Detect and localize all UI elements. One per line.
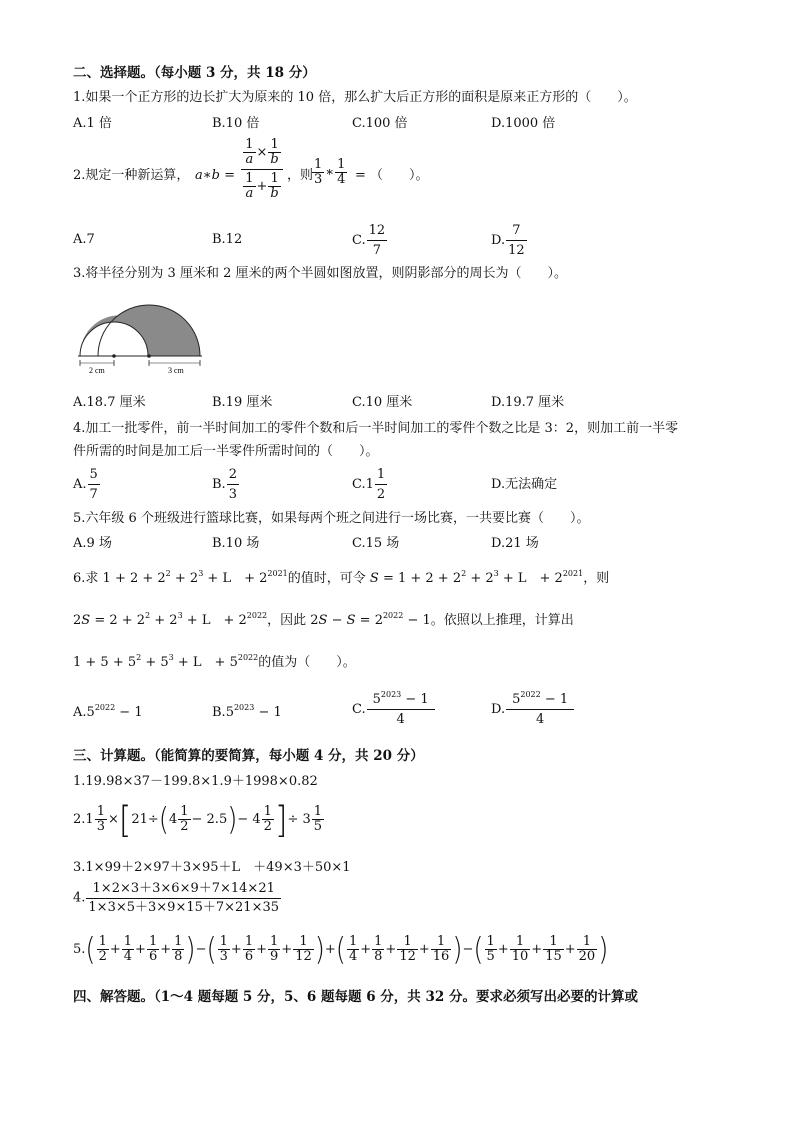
q6-line3: $1 + 5 + 5^2 + 5^3 + L$ + $5^{2022}$的值为（ ）。: [73, 653, 356, 670]
q2-option-c: [352, 221, 388, 260]
calc-q5-label: 5.: [73, 942, 86, 957]
q6-text2b: 。依照以上推理，计算出: [430, 613, 574, 628]
q5-option-c: C.15 场: [352, 536, 400, 551]
q3-option-b: B.19 厘米: [212, 395, 273, 410]
q2-option-d-denominator: 12: [508, 243, 525, 258]
q2-option-c-numerator: 12: [367, 221, 388, 241]
q4-option-b-numerator: 2: [227, 465, 239, 485]
q4-option-b-denominator: 3: [228, 487, 237, 502]
q3-label-big: 3 cm: [168, 366, 184, 375]
calc-q2-label: 2.: [73, 812, 86, 827]
q5-option-d: D.21 场: [491, 536, 539, 551]
q6-line2: $2S = 2 + 2^2 + 2^3 + L$ + $2^{2022}$，因此 $2S - S = 2^{2022} - 1$。依照以上推理，计算出: [73, 611, 574, 628]
q2-definition-fraction: $\frac{1}{a}$ × $\frac{1}{b}$ $\frac{1}{a}$ + $\frac{1}{b}$: [241, 138, 283, 201]
q4-option-c-denominator: 2: [376, 487, 386, 502]
q4-option-a-numerator: 5: [88, 465, 100, 485]
q4-option-b: [212, 465, 240, 504]
q6-option-d-label: D.: [491, 702, 506, 717]
calc-q2: 2.1 $\frac{1}{3}$ ×[21÷(4 $\frac{1}{2}$ − 2.5)− 4 $\frac{1}{2}$ ]÷ 3 $\frac{1}{5}$: [73, 797, 323, 842]
q4-option-a-denominator: 7: [89, 487, 98, 502]
q6-option-c: C. $\frac{5^{2023} - 1}{4}$: [352, 690, 436, 729]
q2-operation: a∗b =: [195, 168, 235, 183]
q4-option-d: D.无法确定: [491, 477, 558, 492]
q4-option-c: [352, 465, 388, 504]
calc-q4-label: 4.: [73, 890, 86, 906]
q6-option-d: D. $\frac{5^{2022} - 1}{4}$: [491, 690, 575, 729]
q4-option-c-label: C.1: [352, 477, 374, 492]
q2-then: ，则: [287, 168, 314, 183]
q5-option-b: B.10 场: [212, 536, 260, 551]
calc-q4-numerator: 1×2×3＋3×6×9＋7×14×21: [86, 880, 281, 899]
q2-option-d-numerator: 7: [506, 221, 527, 241]
calc-q1: 1.19.98×37－199.8×1.9＋1998×0.82: [73, 774, 318, 789]
q3-option-d: D.19.7 厘米: [491, 395, 565, 410]
calc-q5: 5.( $\frac{1}{2}$ + $\frac{1}{4}$ + $\frac{1}{6}$ + $\frac{1}{8}$ )−( $\frac{1}{3}$ + $\frac{1}{6}$ + $\frac{1}{9}$ + $\frac{1}{12}$ )+( $\frac{1}{4}$ + $\frac{1}{8}$ + $\frac{1}{12}$ + $\frac{1}{16}$ )−( $\frac{1}{5}$ + $\frac{1}{10}$ + $\frac{1}{15}$ + $\frac{1}{20}$ ): [73, 931, 609, 968]
q6-option-b: $B.5^{2023} - 1$: [212, 703, 282, 720]
q2-expression: $\frac{1}{3}$ ∗ $\frac{1}{4}$: [314, 157, 346, 187]
section-4-heading: 四、解答题。（1～4 题每题 5 分，5、6 题每题 6 分，共 32 分。要求必须写出必要的计算或: [73, 989, 638, 1005]
calc-q4-denominator: 1×3×5＋3×9×15＋7×21×35: [88, 900, 280, 915]
q3-label-small: 2 cm: [89, 366, 105, 375]
q6-line1: 6.求 $1 + 2 + 2^2 + 2^3 + L$ + $2^{2021}$的值时，可令 $S = 1 + 2 + 2^2 + 2^3 + L$ + $2^{2021}$，则: [73, 569, 610, 586]
q3-option-a: A.18.7 厘米: [73, 395, 146, 410]
section-3-heading: 三、计算题。（能简算的要简算，每小题 4 分，共 20 分）: [73, 748, 424, 764]
q3-center-small: [112, 354, 116, 358]
q6-option-a: $A.5^{2022} - 1$: [73, 703, 143, 720]
q1-option-d: D.1000 倍: [491, 116, 556, 131]
q4-option-c-numerator: 1: [375, 465, 387, 485]
q4-option-b-label: B.: [212, 477, 226, 492]
q3-option-c: C.10 厘米: [352, 395, 413, 410]
q3-center-large: [147, 354, 151, 358]
q6-text2: ，因此: [267, 613, 307, 628]
q6-text3: 的值为（ ）。: [258, 655, 356, 670]
q1-option-c: C.100 倍: [352, 116, 408, 131]
q2-equals: = （ ）。: [355, 168, 429, 183]
q2-option-c-denominator: 7: [372, 243, 382, 258]
q6-text1: 的值时，可令: [287, 571, 366, 586]
q6-option-a-label: A.: [73, 705, 87, 720]
q1-option-b: B.10 倍: [212, 116, 260, 131]
q4-option-a: [73, 465, 101, 504]
section-2-heading: 二、选择题。（每小题 3 分，共 18 分）: [73, 65, 316, 81]
q6-option-c-label: C.: [352, 702, 366, 717]
q4-option-a-label: A.: [73, 477, 87, 492]
q5-option-a: A.9 场: [73, 536, 112, 551]
q1-option-a: A.1 倍: [73, 116, 112, 131]
q5-stem: 5.六年级 6 个班级进行篮球比赛，如果每两个班之间进行一场比赛，一共要比赛（ ）。: [73, 511, 590, 526]
q2-prefix: 2.规定一种新运算，: [73, 168, 190, 183]
q2-option-d: [491, 221, 528, 260]
calc-q4: [73, 880, 282, 917]
q2-option-d-label: D.: [491, 233, 506, 248]
q4-stem-line1: 4.加工一批零件，前一半时间加工的零件个数和后一半时间加工的零件个数之比是 3：2，则加工前一半零: [73, 421, 679, 436]
calc-q3: 3.1×99＋2×97＋3×95＋L ＋49×3＋50×1: [73, 860, 351, 875]
q6-option-b-label: B.: [212, 705, 226, 720]
q2-option-b: B.12: [212, 232, 243, 247]
q1-stem: 1.如果一个正方形的边长扩大为原来的 10 倍，那么扩大后正方形的面积是原来正方形的（ ）。: [73, 90, 637, 105]
q6-text1b: ，则: [583, 571, 610, 586]
q3-stem: 3.将半径分别为 3 厘米和 2 厘米的两个半圆如图放置，则阴影部分的周长为（ ）。: [73, 266, 567, 281]
q2-option-a: A.7: [73, 232, 95, 247]
q3-semicircle-figure: [76, 296, 212, 378]
q4-stem-line2: 件所需的时间是加工后一半零件所需时间的（ ）。: [73, 444, 379, 459]
q2-option-c-label: C.: [352, 233, 366, 248]
